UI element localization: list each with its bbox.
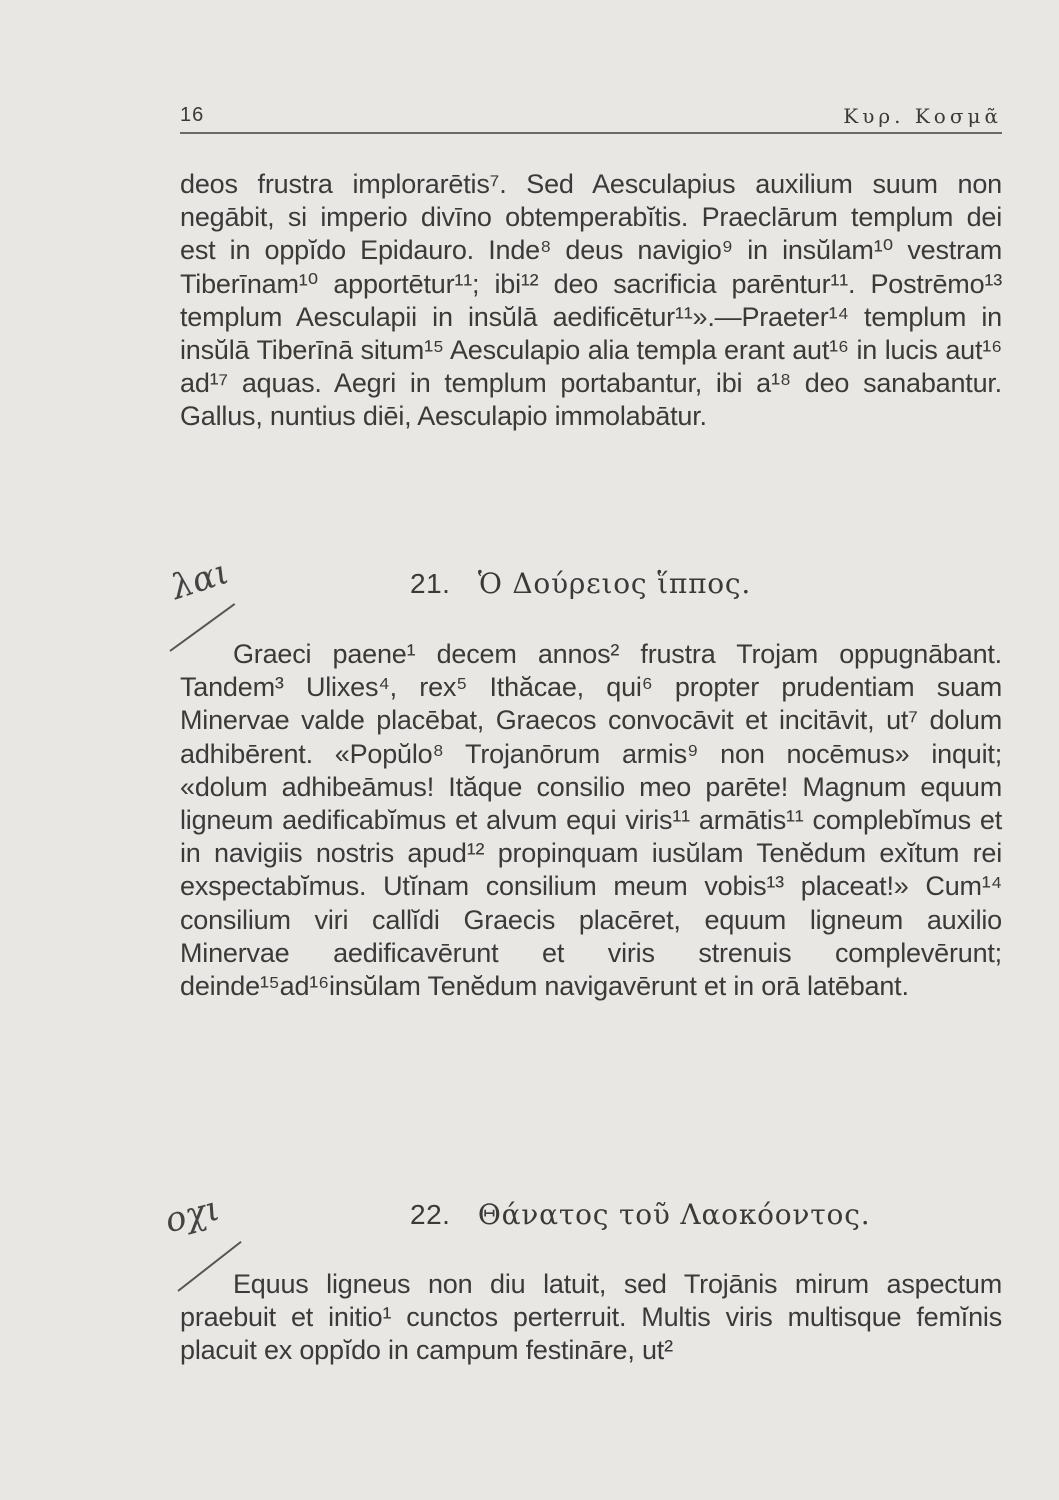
running-head: Κυρ. Κοσμᾶ	[843, 104, 1002, 128]
page-header	[180, 104, 1002, 134]
paragraph-section-22: Equus ligneus non diu latuit, sed Trojānis mirum aspectum praebuit et initio¹ cunctos perterruit. Multis viris multisque femĭnis placuit ex oppĭdo in campum festināre, ut²	[180, 1269, 1002, 1366]
section-title: Θάνατος τοῦ Λαοκόοντος.	[477, 1198, 871, 1231]
section-number: 22.	[410, 1199, 451, 1230]
page-number: 16	[180, 104, 205, 126]
section-number: 21.	[410, 568, 451, 599]
section-title: Ὁ Δούρειος ἵππος.	[477, 567, 752, 600]
section-heading-22	[410, 1198, 870, 1231]
section-heading-21	[410, 567, 751, 600]
handwritten-annotation-2: οχι	[160, 1188, 224, 1242]
paragraph-section-21: Graeci paene¹ decem annos² frustra Trojam oppugnābant. Tandem³ Ulixes⁴, rex⁵ Ithăcae, qui⁶ propter prudentiam suam Minervae valde placēbat, Graecos convocāvit et incitāvit, ut⁷ dolum adhibērent. «Popŭlo⁸ Trojanōrum armis⁹ non nocēmus» inquit; «dolum adhibeāmus! Ităque consilio meo parēte! Magnum equum ligneum aedificabĭmus et alvum equi viris¹¹ armātis¹¹ complebĭmus et in navigiis nostris apud¹² propinquam iusŭlam Tenĕdum exĭtum rei exspectabĭmus. Utĭnam consilium meum vobis¹³ placeat!» Cum¹⁴ consilium viri callĭdi Graecis placēret, equum ligneum auxilio Minervae aedificavērunt et viris strenuis complevērunt; deinde¹⁵ad¹⁶insŭlam Tenĕdum navigavērunt et in orā latēbant.	[180, 639, 1002, 1002]
handwritten-annotation-1: λαι	[166, 552, 234, 608]
paragraph-intro: deos frustra implorarētis⁷. Sed Aesculapius auxilium suum non negābit, si imperio divīno obtemperabĭtis. Praeclārum templum dei est in oppĭdo Epidauro. Inde⁸ deus navigio⁹ in insŭlam¹⁰ vestram Tiberīnam¹⁰ apportētur¹¹; ibi¹² deo sacrificia parēntur¹¹. Postrēmo¹³ templum Aesculapii in insŭlā aedificētur¹¹».—Praeter¹⁴ templum in insŭlā Tiberīnā situm¹⁵ Aesculapio alia templa erant aut¹⁶ in lucis aut¹⁶ ad¹⁷ aquas. Aegri in templum portabantur, ibi a¹⁸ deo sanabantur. Gallus, nuntius diēi, Aesculapio immolabātur.	[180, 169, 1002, 432]
